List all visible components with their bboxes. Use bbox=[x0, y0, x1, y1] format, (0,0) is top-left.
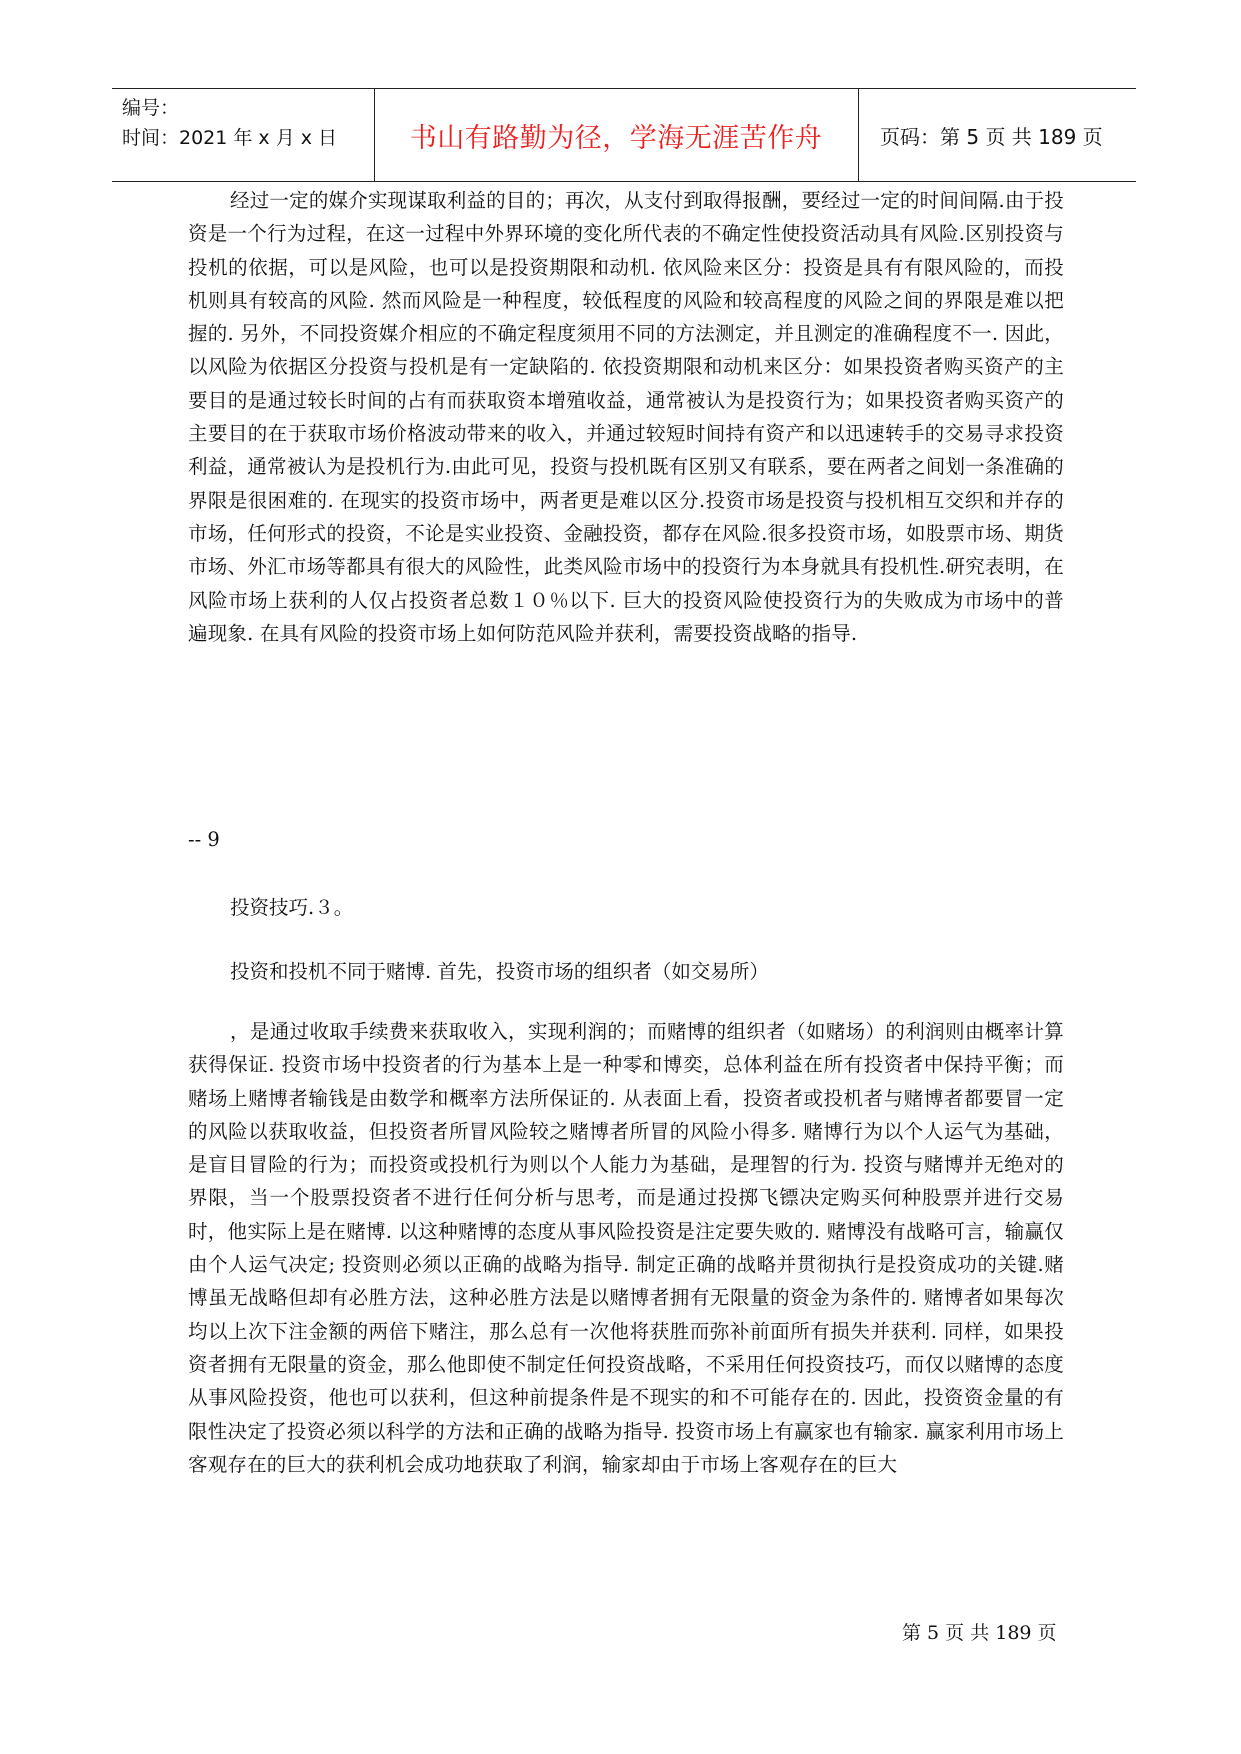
page-header bbox=[112, 88, 1136, 182]
page-marker: -- 9 bbox=[188, 828, 220, 851]
heading-investment-skill: 投资技巧.３。 bbox=[230, 896, 354, 919]
header-motto: 书山有路勤为径，学海无涯苦作舟 bbox=[409, 122, 823, 154]
document-number-label: 编号： bbox=[122, 97, 180, 119]
header-page-info: 页码：第 5 页 共 189 页 bbox=[880, 124, 1103, 149]
line-investment-vs-gambling: 投资和投机不同于赌博. 首先，投资市场的组织者（如交易所） bbox=[230, 960, 769, 983]
header-meta bbox=[122, 93, 337, 153]
body-paragraph-2: ，是通过收取手续费来获取收入，实现利润的；而赌博的组织者（如赌场）的利润则由概率计算获得保证. 投资市场中投资者的行为基本上是一种零和博奕，总体利益在所有投资者中保持平衡；而赌场上赌博者输钱是由数学和概率方法所保证的. 从表面上看，投资者或投机者与赌博者都要冒一定的风险以获取收益，但投资者所冒风险较之赌博者所冒的风险小得多. 赌博行为以个人运气为基础，是盲目冒险的行为；而投资或投机行为则以个人能力为基础，是理智的行为. 投资与赌博并无绝对的界限，当一个股票投资者不进行任何分析与思考，而是通过投掷飞镖决定购买何种股票并进行交易时，他实际上是在赌博. 以这种赌博的态度从事风险投资是注定要失败的. 赌博没有战略可言，输赢仅由个人运气决定; 投资则必须以正确的战略为指导. 制定正确的战略并贯彻执行是投资成功的关键.赌博虽无战略但却有必胜方法，这种必胜方法是以赌博者拥有无限量的资金为条件的. 赌博者如果每次均以上次下注金额的两倍下赌注，那么总有一次他将获胜而弥补前面所有损失并获利. 同样，如果投资者拥有无限量的资金，那么他即使不制定任何投资战略，不采用任何投资技巧，而仅以赌博的态度从事风险投资，他也可以获利，但这种前提条件是不现实的和不可能存在的. 因此，投资资金量的有限性决定了投资必须以科学的方法和正确的战略为指导. 投资市场上有赢家也有输家. 赢家利用市场上客观存在的巨大的获利机会成功地获取了利润，输家却由于市场上客观存在的巨大 bbox=[188, 1020, 1064, 1476]
body-paragraph-1: 经过一定的媒介实现谋取利益的目的；再次，从支付到取得报酬，要经过一定的时间间隔.由于投资是一个行为过程，在这一过程中外界环境的变化所代表的不确定性使投资活动具有风险.区别投资与投机的依据，可以是风险，也可以是投资期限和动机. 依风险来区分：投资是具有有限风险的，而投机则具有较高的风险. 然而风险是一种程度，较低程度的风险和较高程度的风险之间的界限是难以把握的. 另外，不同投资媒介相应的不确定程度须用不同的方法测定，并且测定的准确程度不一. 因此，以风险为依据区分投资与投机是有一定缺陷的. 依投资期限和动机来区分：如果投资者购买资产的主要目的是通过较长时间的占有而获取资本增殖收益，通常被认为是投资行为；如果投资者购买资产的主要目的在于获取市场价格波动带来的收入，并通过较短时间持有资产和以迅速转手的交易寻求投资利益，通常被认为是投机行为.由此可见，投资与投机既有区别又有联系，要在两者之间划一条准确的界限是很困难的. 在现实的投资市场中，两者更是难以区分.投资市场是投资与投机相互交织和并存的市场，任何形式的投资，不论是实业投资、金融投资，都存在风险.很多投资市场，如股票市场、期货市场、外汇市场等都具有很大的风险性，此类风险市场中的投资行为本身就具有投机性.研究表明，在风险市场上获利的人仅占投资者总数１０％以下. 巨大的投资风险使投资行为的失败成为市场中的普遍现象. 在具有风险的投资市场上如何防范风险并获利，需要投资战略的指导. bbox=[188, 189, 1064, 645]
document-time-label: 时间：2021 年 x 月 x 日 bbox=[122, 127, 338, 149]
header-divider-2 bbox=[858, 89, 859, 181]
page-footer-number: 第 5 页 共 189 页 bbox=[902, 1622, 1057, 1644]
